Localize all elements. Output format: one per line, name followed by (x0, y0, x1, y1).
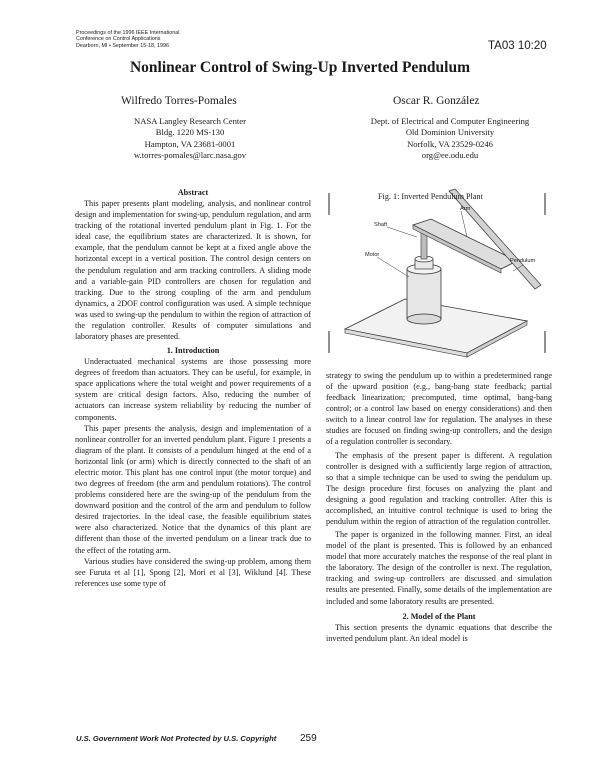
left-column (75, 187, 311, 589)
intro-paragraph: Underactuated mechanical systems are those possessing more degrees of freedom than actuators. They can be useful, for example, in space applications where the total weight and power requirements of a system are critical design factors. Also, reducing the number of actuators can increase system reliability by reducing the number of components. (75, 357, 311, 422)
figure-label-motor: Motor (365, 252, 380, 258)
affiliation-line: Hampton, VA 23681-0001 (144, 138, 236, 149)
paper-title: Nonlinear Control of Swing-Up Inverted Pendulum (129, 59, 471, 76)
intro-paragraph: This paper presents the analysis, design and implementation of a nonlinear controller for an inverted pendulum plant. Figure 1 presents a diagram of the plant. It consists of a pendulum hinged at the end of a horizontal link (or arm) which is directly connected to the shaft of an electric motor. This plant has one control input (the motor torque) and two degrees of freedom (the arm and pendulum rotations). The control problems considered here are the swing-up of the pendulum from the downward position and the control of the arm and pendulum to follow desired trajectories. In the ideal case, the feasible equilibrium states were also characterized. Notice that the dynamics of this plant are different than those of the inverted pendulum on a linear track due to the effect of the rotating arm. (75, 423, 311, 555)
proceedings-line: Proceedings of the 1996 IEEE International (76, 30, 180, 36)
figure-caption: Fig. 1: Inverted Pendulum Plant (378, 192, 483, 201)
affiliation-line: Dept. of Electrical and Computer Engineering (370, 116, 530, 126)
body-paragraph: This section presents the dynamic equations that describe the inverted pendulum plant. An ideal model is (326, 622, 552, 643)
inverted-pendulum-figure (327, 181, 547, 359)
author-affiliation-1 (100, 116, 280, 162)
introduction-heading: 1. Introduction (166, 346, 220, 356)
affiliation-line: NASA Langley Research Center (134, 116, 246, 126)
abstract-text: This paper presents plant modeling, analysis, and nonlinear control design and implementation for swing-up, pendulum regulation, and arm tracking of the rotational inverted pendulum plant in Fig. 1. For the ideal case, the equilibrium states are characterized. It is shown, for example, that the pendulum cannot be kept at a fixed angle above the horizontal except in a vertical position. The control design centers on the pendulum regulation and arm tracking controllers. A sliding mode and a variable-gain PID controllers are chosen for regulation and tracking. Due to the strong coupling of the arm and pendulum dynamics, a 2DOF control configuration was used. A simple technique was used to swing-up the pendulum to within the region of attraction of the regulation controller. Results of computer simulations and laboratory phases are presented. (75, 199, 311, 342)
copyright-notice: U.S. Government Work Not Protected by U.S. Copyright (76, 734, 277, 743)
affiliation-line: Norfolk, VA 23529-0246 (407, 138, 493, 149)
session-code: TA03 10:20 (488, 40, 547, 52)
body-paragraph: The emphasis of the present paper is different. A regulation controller is designed with a sufficiently large region of attraction, so that a simple technique can be used to swing the pendulum up. The design procedure first focuses on analyzing the plant and designing a good regulation and tracking controller. After this is accomplished, an intuitive control technique is used to bring the pendulum within the region of attraction of the regulation controller. (326, 450, 552, 527)
author-affiliation-2 (330, 116, 570, 162)
affiliation-line: Old Dominion University (405, 127, 495, 138)
abstract-heading: Abstract (177, 188, 209, 197)
author-email: w.torres-pomales@larc.nasa.gov (133, 150, 247, 161)
proceedings-info (76, 30, 246, 49)
figure-label-shaft: Shaft (374, 222, 388, 228)
figure-label-arm: Arm (460, 206, 471, 212)
model-heading: 2. Model of the Plant (402, 611, 476, 621)
author-name-1: Wilfredo Torres-Pomales (121, 95, 237, 107)
proceedings-line: Conference on Control Applications (76, 36, 161, 43)
body-paragraph: strategy to swing the pendulum up to within a predetermined range of the upward position (e.g., bang-bang state feedback; partial feedback linearization; precomputed, time optimal, bang-bang control; or a control law based on energy considerations) and then switch to a linear control law for regulation. The analyses in these studies are focused on finding swing-up controllers, and the design of a regulation controller is secondary. (326, 371, 552, 447)
author-email: org@ee.odu.edu (421, 150, 479, 161)
right-column (326, 370, 552, 644)
figure-label-pendulum: Pendulum (510, 258, 536, 264)
page-number: 259 (300, 733, 317, 744)
proceedings-line: Dearborn, MI • September 15-18, 1996 (76, 42, 169, 49)
author-name-2: Oscar R. González (393, 95, 480, 107)
body-paragraph: The paper is organized in the following manner. First, an ideal model of the plant is presented. This is followed by an enhanced model that more accurately matches the response of the real plant in the laboratory. The design of the controller is next. The regulation, tracking and swing-up controllers are discussed and simulation results are presented. Finally, some details of the implementation are included and some laboratory results are presented. (326, 530, 552, 606)
intro-paragraph: Various studies have considered the swing-up problem, among them see Furuta et al [1], Spong [2], Mori et al [3], Wiklund [4]. These references use some type of (75, 556, 311, 588)
affiliation-line: Bldg. 1220 MS-130 (155, 127, 225, 138)
